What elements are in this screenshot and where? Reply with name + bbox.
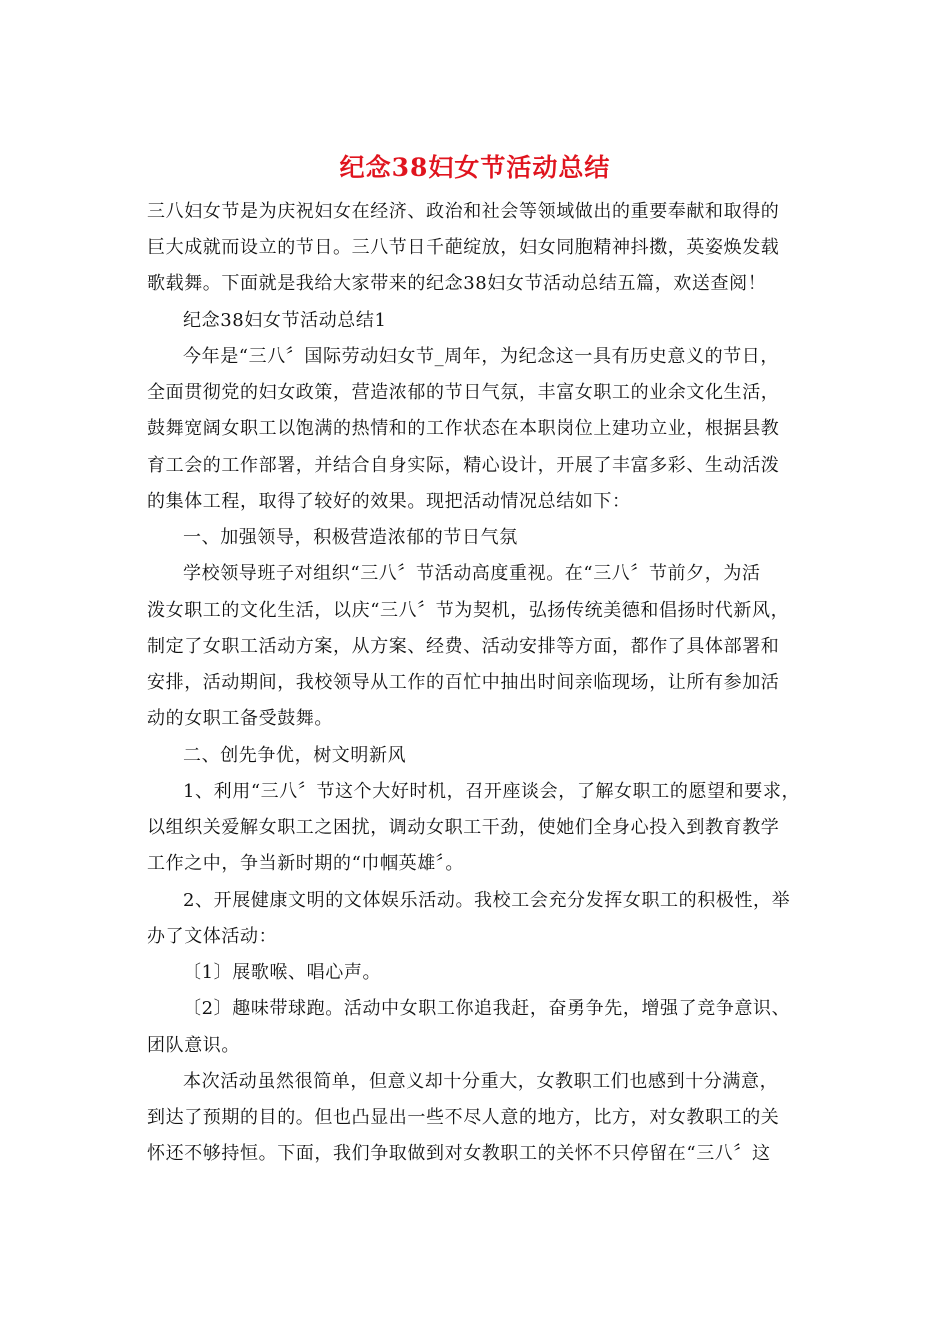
paragraph-line: 育工会的工作部署，并结合自身实际，精心设计，开展了丰富多彩、生动活泼 (147, 455, 780, 476)
paragraph-line: 团队意识。 (147, 1035, 240, 1056)
document-title: 纪念38妇女节活动总结 (339, 153, 611, 182)
paragraph-line: 全面贯彻党的妇女政策，营造浓郁的节日气氛，丰富女职工的业余文化生活， (147, 382, 780, 403)
paragraph-line: 鼓舞宽阔女职工以饱满的热情和的工作状态在本职岗位上建功立业，根据县教 (147, 418, 780, 439)
paragraph-line: 巨大成就而设立的节日。三八节日千葩绽放，妇女同胞精神抖擞，英姿焕发载 (147, 237, 780, 258)
paragraph-line: 2、开展健康文明的文体娱乐活动。我校工会充分发挥女职工的积极性，举 (183, 890, 791, 911)
paragraph-line: 动的女职工备受鼓舞。 (147, 708, 333, 729)
paragraph-line: 泼女职工的文化生活，以庆“三八〞节为契机，弘扬传统美德和倡扬时代新风， (147, 600, 790, 621)
paragraph-line: 制定了女职工活动方案，从方案、经费、活动安排等方面，都作了具体部署和 (147, 636, 780, 657)
paragraph-line: 今年是“三八〞国际劳动妇女节_周年，为纪念这一具有历史意义的节日， (183, 346, 779, 367)
section-heading: 二、创先争优，树文明新风 (183, 745, 407, 766)
list-item: 〔1〕展歌喉、唱心声。 (183, 962, 382, 983)
paragraph-line: 到达了预期的目的。但也凸显出一些不尽人意的地方，比方，对女教职工的关 (147, 1107, 780, 1128)
paragraph-line: 以组织关爱解女职工之困扰，调动女职工干劲，使她们全身心投入到教育教学 (147, 817, 780, 838)
paragraph-line: 办了文体活动： (147, 926, 278, 947)
paragraph-line: 歌载舞。下面就是我给大家带来的纪念38妇女节活动总结五篇，欢送查阅！ (147, 273, 767, 294)
paragraph-line: 的集体工程，取得了较好的效果。现把活动情况总结如下： (147, 491, 631, 512)
section-heading: 一、加强领导，积极营造浓郁的节日气氛 (183, 527, 518, 548)
section-heading: 纪念38妇女节活动总结1 (183, 310, 387, 331)
paragraph-line: 安排，活动期间，我校领导从工作的百忙中抽出时间亲临现场，让所有参加活 (147, 672, 780, 693)
paragraph-line: 本次活动虽然很简单，但意义却十分重大，女教职工们也感到十分满意， (183, 1071, 779, 1092)
list-item: 〔2〕趣味带球跑。活动中女职工你追我赶，奋勇争先，增强了竞争意识、 (183, 998, 791, 1019)
paragraph-line: 工作之中，争当新时期的“巾帼英雄〞。 (147, 853, 465, 874)
paragraph-line: 怀还不够持恒。下面，我们争取做到对女教职工的关怀不只停留在“三八〞这 (147, 1143, 771, 1164)
paragraph-line: 学校领导班子对组织“三八〞节活动高度重视。在“三八〞节前夕，为活 (183, 563, 761, 584)
paragraph-line: 三八妇女节是为庆祝妇女在经济、政治和社会等领域做出的重要奉献和取得的 (147, 201, 780, 222)
paragraph-line: 1、利用“三八〞节这个大好时机，召开座谈会，了解女职工的愿望和要求， (183, 781, 801, 802)
